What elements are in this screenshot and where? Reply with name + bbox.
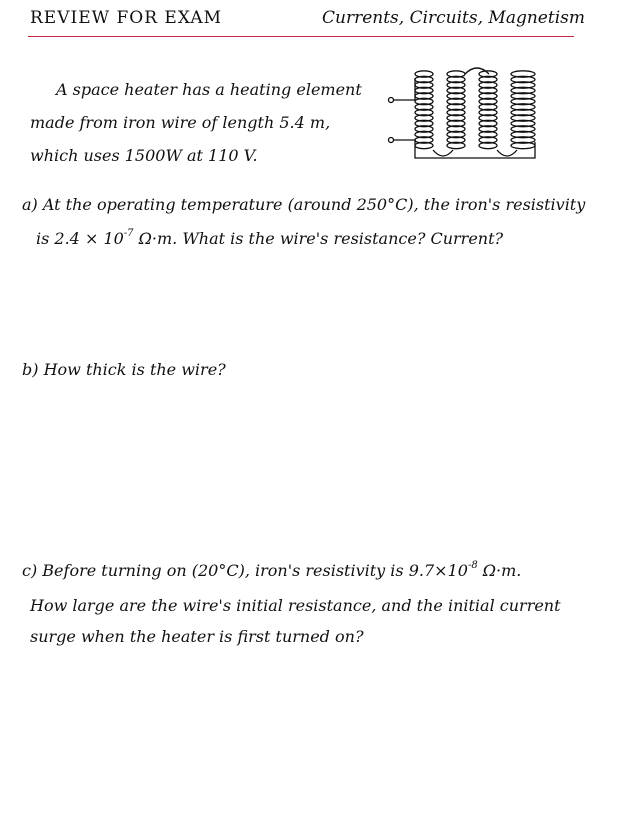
question-c-prefix: c) Before turning on (20°C), iron's resistivity is 9.7×10 [22, 561, 468, 580]
question-c-line-2: How large are the wire's initial resistance, and the initial current [30, 596, 561, 615]
question-a-line-2 [36, 228, 503, 248]
question-a-exponent: -7 [123, 228, 134, 239]
header-topics: Currents, Circuits, Magnetism [322, 8, 585, 28]
header-title: REVIEW FOR EXAM [30, 8, 223, 28]
question-c-line-1 [22, 560, 521, 580]
intro-line-2: made from iron wire of length 5.4 m, [30, 113, 331, 132]
question-c-line-3: surge when the heater is first turned on? [30, 627, 364, 646]
header-rule [28, 36, 574, 37]
question-a-prefix: is 2.4 × 10 [36, 229, 124, 248]
question-c-suffix: Ω·m. [477, 561, 522, 580]
question-c-exponent: -8 [467, 560, 478, 571]
question-a-line-1: a) At the operating temperature (around 250°C), the iron's resistivity [22, 195, 586, 214]
question-a-suffix: Ω·m. What is the wire's resistance? Current? [133, 229, 504, 248]
intro-line-3: which uses 1500W at 110 V. [30, 146, 258, 165]
heating-coil-icon [385, 62, 555, 167]
question-b-line-1: b) How thick is the wire? [22, 360, 226, 379]
intro-line-1: A space heater has a heating element [56, 80, 362, 99]
